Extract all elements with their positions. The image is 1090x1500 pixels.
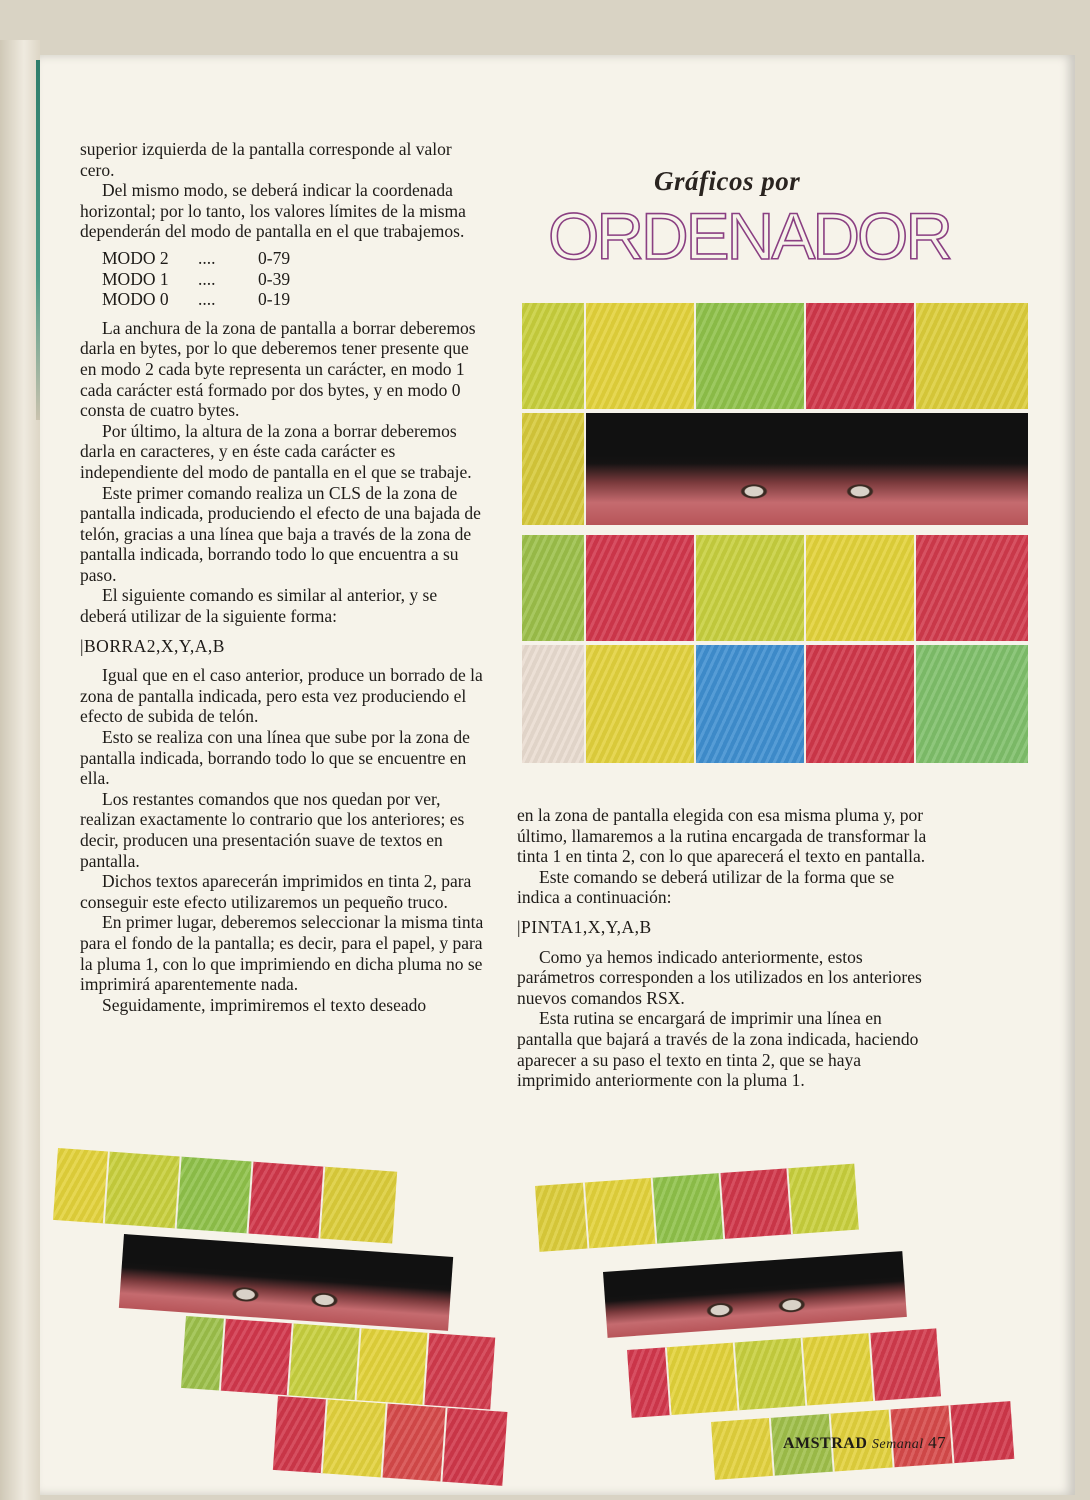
tile [586, 303, 696, 409]
paragraph-anchura: La anchura de la zona de pantalla a borrar deberemos darla en bytes, por lo que deberemos tener presente que en modo 2 cada byte representa un carácter, en modo 1 cada carácter está formado por dos bytes, y en modo 0 consta de cuatro bytes. [80, 317, 476, 421]
paragraph-intro: superior izquierda de la pantalla corresponde al valor cero. [80, 139, 452, 180]
mode-label: MODO 0 [102, 289, 169, 310]
face-row [522, 413, 1028, 525]
tile [105, 1152, 182, 1229]
tile [424, 1333, 495, 1409]
tile [627, 1347, 672, 1418]
tile [735, 1338, 808, 1411]
face-row [603, 1251, 907, 1338]
tile [181, 1316, 226, 1391]
tile [522, 303, 586, 409]
tile [177, 1157, 254, 1234]
mode-range: 0-39 [258, 268, 291, 289]
tile-row-top [522, 303, 1028, 409]
tile [522, 413, 586, 525]
modes-table [102, 248, 290, 310]
face-row [119, 1234, 453, 1331]
tile [522, 535, 586, 641]
tile [585, 1178, 657, 1249]
paragraph-continuation: en la zona de pantalla elegida con esa misma pluma y, por último, llamaremos a la rutina encargada de transformar la tinta 1 en tinta 2, con lo que aparecerá el texto en pantalla. [517, 805, 927, 867]
tile-row-middle [522, 535, 1028, 641]
mode-dots: .... [198, 247, 216, 268]
tile-row-bottom [273, 1396, 508, 1486]
tile [950, 1401, 1014, 1463]
tile [535, 1183, 589, 1252]
mode-range: 0-79 [258, 247, 291, 268]
footer-brand: AMSTRAD [783, 1435, 868, 1452]
right-column [517, 805, 937, 1091]
page-footer [783, 1433, 946, 1453]
mode-dots: .... [198, 268, 216, 289]
main-illustration [522, 303, 1028, 765]
face-image [603, 1251, 907, 1338]
previous-page-edge [0, 40, 40, 1500]
tile [383, 1404, 448, 1482]
mode-label: MODO 1 [102, 268, 169, 289]
tile [249, 1162, 326, 1239]
tile-row-bottom [522, 645, 1028, 763]
tile [806, 535, 916, 641]
paragraph-primer-lugar: En primer lugar, deberemos seleccionar la misma tinta para el fondo de la pantalla; es decir, para el papel, y para la pluma 1, con lo que imprimiendo en dicha pluma no se imprimirá aparentemente nada. [80, 912, 484, 995]
paragraph-restantes: Los restantes comandos que nos quedan por ver, realizan exactamente lo contrario que los anteriores; es decir, producen una presentación suave de textos en pantalla. [80, 788, 465, 871]
tile [806, 303, 916, 409]
bottom-right-illustration [535, 1160, 1025, 1480]
tile [696, 645, 806, 763]
tile-row-middle [627, 1328, 941, 1417]
tile [289, 1324, 362, 1401]
paragraph-esto: Esto se realiza con una línea que sube por la zona de pantalla indicada, borrando todo lo que se encuentre en ella. [80, 727, 470, 789]
tile [221, 1319, 294, 1396]
tile [803, 1333, 876, 1406]
paragraph-seguidamente: Seguidamente, imprimiremos el texto deseado [102, 994, 427, 1015]
paragraph-como: Como ya hemos indicado anteriormente, estos parámetros corresponden a los utilizados en los anteriores nuevos comandos RSX. [517, 946, 922, 1008]
tile [696, 535, 806, 641]
tile [653, 1173, 725, 1244]
command-borra: |BORRA2,X,Y,A,B [80, 635, 225, 656]
face-image [119, 1234, 453, 1331]
face-image [586, 413, 1028, 525]
mode-label: MODO 2 [102, 247, 169, 268]
page-number: 47 [928, 1433, 947, 1452]
tile [806, 645, 916, 763]
paragraph-horizontal: Del mismo modo, se deberá indicar la coordenada horizontal; por lo tanto, los valores límites de la misma dependerán del modo de pantalla en el que trabajemos. [80, 180, 466, 242]
paragraph-rutina: Esta rutina se encargará de imprimir una línea en pantalla que bajará a través de la zona indicada, haciendo aparecer a su paso el texto en tinta 2, que se haya imprimido anteriormente con la pluma 1. [517, 1008, 919, 1091]
paragraph-dichos: Dichos textos aparecerán imprimidos en tinta 2, para conseguir este efecto utilizaremos un pequeño truco. [80, 871, 472, 912]
paragraph-altura: Por último, la altura de la zona a borrar deberemos darla en caracteres, y en éste cada carácter es independiente del modo de pantalla en el que se trabaje. [80, 420, 472, 482]
mode-range: 0-19 [258, 289, 291, 310]
paragraph-igual: Igual que en el caso anterior, produce un borrado de la zona de pantalla indicada, pero esta vez produciendo el efecto de subida de telón. [80, 665, 483, 727]
mode-row [102, 289, 290, 310]
footer-sub: Semanal [871, 1437, 924, 1452]
paragraph-siguiente: El siguiente comando es similar al anterior, y se deberá utilizar de la siguiente forma: [80, 585, 438, 627]
tile [788, 1164, 858, 1234]
tile-row-top [535, 1164, 859, 1252]
mode-row [102, 248, 290, 269]
tile [711, 1418, 775, 1480]
tile-row-top [53, 1148, 397, 1244]
tile [870, 1328, 941, 1400]
left-column [80, 139, 488, 1015]
tile [916, 303, 1028, 409]
paragraph-primer-comando: Este primer comando realiza un CLS de la zona de pantalla indicada, produciendo el efecto de una bajada de telón, gracias a una línea que baja a través de la zona de pantalla indicada, borrando todo lo que encuentra a su paso. [80, 482, 481, 585]
article-title [548, 166, 951, 286]
tile [586, 645, 696, 763]
tile [273, 1396, 328, 1473]
tile [667, 1342, 740, 1415]
tile [323, 1399, 388, 1477]
tile [696, 303, 806, 409]
bottom-left-illustration [58, 1148, 508, 1488]
tile [442, 1408, 507, 1486]
title-small: Gráficos por [654, 166, 801, 196]
tile-row-middle [181, 1316, 495, 1409]
tile [721, 1168, 793, 1239]
tile [357, 1328, 430, 1405]
command-pinta: |PINTA1,X,Y,A,B [517, 916, 652, 937]
paragraph-comando: Este comando se deberá utilizar de la forma que se indica a continuación: [517, 866, 895, 908]
tile [916, 645, 1028, 763]
tile [320, 1167, 397, 1244]
tile [53, 1148, 110, 1223]
mode-row [102, 269, 290, 290]
tile [586, 535, 696, 641]
tile [916, 535, 1028, 641]
title-big: ORDENADOR [548, 199, 951, 273]
tile [522, 645, 586, 763]
mode-dots: .... [198, 289, 216, 310]
